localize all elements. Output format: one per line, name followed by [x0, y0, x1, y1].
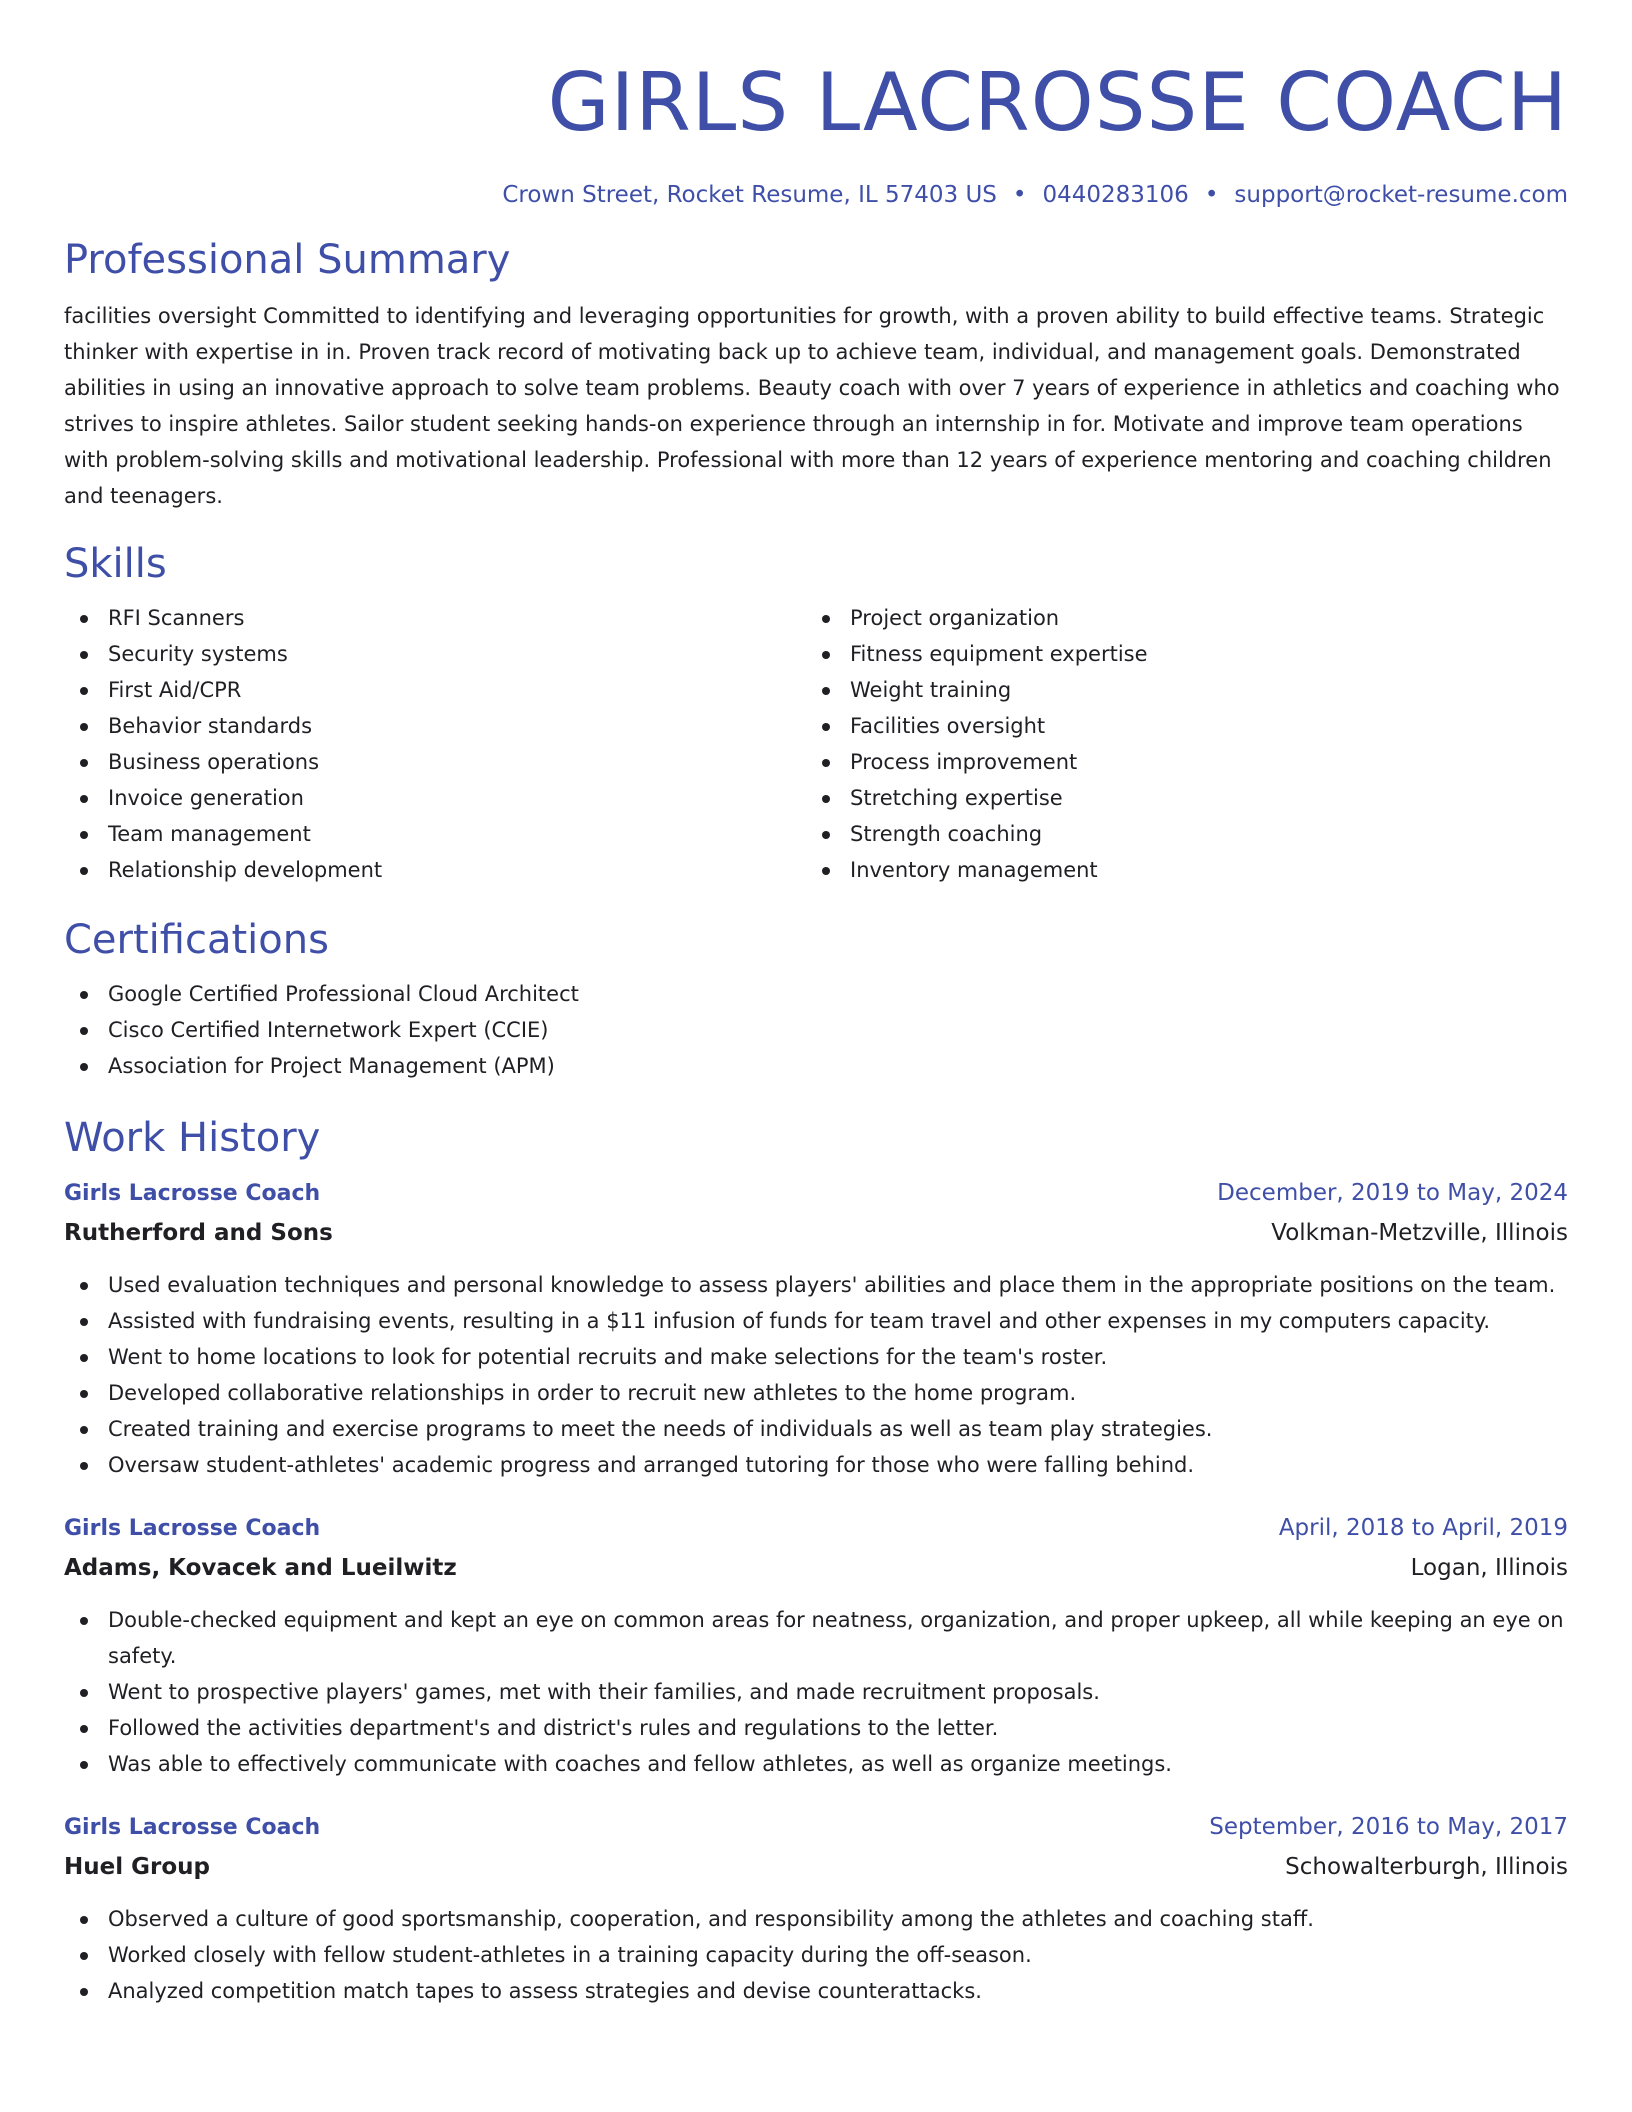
skills-column-left [64, 600, 806, 888]
job-bullet: Oversaw student-athletes' academic progress and arranged tutoring for those who were falling behind. [64, 1447, 1568, 1483]
contact-separator: • [1012, 182, 1027, 208]
skills-column-right [806, 600, 1548, 888]
section-title-summary: Professional Summary [64, 237, 511, 283]
job-dates: April, 2018 to April, 2019 [1278, 1515, 1568, 1541]
summary-text: facilities oversight Committed to identifying and leveraging opportunities for growth, with a proven ability to build effective teams. Strategic thinker with expertise in in. Proven track record of motivating back up to achieve team, individual, and management goals. Demonstrated abilities in using an innovative approach to solve team problems. Beauty coach with over 7 years of experience in athletics and coaching who strives to inspire athletes. Sailor student seeking hands-on experience through an internship in for. Motivate and improve team operations with problem-solving skills and motivational leadership. Professional with more than 12 years of experience mentoring and coaching children and teenagers. [64, 304, 1560, 508]
job-title: Girls Lacrosse Coach [64, 1516, 321, 1541]
job-bullet: Followed the activities department's and district's rules and regulations to the letter. [64, 1710, 1568, 1746]
job-bullets [64, 1267, 1568, 1483]
skill-item: Process improvement [806, 744, 1548, 780]
job-header-row [64, 1509, 1568, 1548]
contact-address: Crown Street, Rocket Resume, IL 57403 US [502, 182, 997, 208]
skill-item: Stretching expertise [806, 780, 1548, 816]
job-bullets [64, 1602, 1568, 1782]
contact-separator: • [1204, 182, 1219, 208]
skills-grid [64, 600, 1568, 888]
candidate-name: GIRLS LACROSSE COACH [547, 56, 1568, 149]
job-bullet: Was able to effectively communicate with coaches and fellow athletes, as well as organize meetings. [64, 1746, 1568, 1782]
skills-list-left [64, 600, 806, 888]
skill-item: Weight training [806, 672, 1548, 708]
job-header-row [64, 1174, 1568, 1213]
certification-item: Google Certified Professional Cloud Architect [64, 976, 1568, 1012]
job-company: Huel Group [64, 1854, 210, 1880]
job-bullet: Went to prospective players' games, met with their families, and made recruitment proposals. [64, 1674, 1568, 1710]
job-bullet: Developed collaborative relationships in order to recruit new athletes to the home program. [64, 1375, 1568, 1411]
job-location: Logan, Illinois [1410, 1555, 1568, 1581]
job-header-row [64, 1808, 1568, 1847]
skill-item: RFI Scanners [64, 600, 806, 636]
section-title-work-history: Work History [64, 1115, 321, 1161]
skill-item: Project organization [806, 600, 1548, 636]
job-bullet: Analyzed competition match tapes to assess strategies and devise counterattacks. [64, 1973, 1568, 2009]
skill-item: Security systems [64, 636, 806, 672]
job-entry [64, 1808, 1568, 2009]
contact-phone: 0440283106 [1042, 182, 1189, 208]
skill-item: Behavior standards [64, 708, 806, 744]
summary-section [64, 236, 1568, 514]
job-bullets [64, 1901, 1568, 2009]
skill-item: Relationship development [64, 852, 806, 888]
contact-email: support@rocket-resume.com [1234, 182, 1568, 208]
job-dates: December, 2019 to May, 2024 [1217, 1180, 1568, 1206]
certification-item: Cisco Certified Internetwork Expert (CCIE) [64, 1012, 1568, 1048]
skill-item: Invoice generation [64, 780, 806, 816]
job-bullet: Double-checked equipment and kept an eye on common areas for neatness, organization, and proper upkeep, all while keeping an eye on safety. [64, 1602, 1568, 1674]
resume-page [64, 0, 1568, 2009]
job-dates: September, 2016 to May, 2017 [1209, 1814, 1568, 1840]
job-bullet: Went to home locations to look for potential recruits and make selections for the team's roster. [64, 1339, 1568, 1375]
job-location: Schowalterburgh, Illinois [1285, 1854, 1568, 1880]
skill-item: Business operations [64, 744, 806, 780]
job-company: Adams, Kovacek and Lueilwitz [64, 1555, 457, 1581]
skill-item: Facilities oversight [806, 708, 1548, 744]
contact-line [64, 180, 1568, 210]
job-bullet: Created training and exercise programs to meet the needs of individuals as well as team play strategies. [64, 1411, 1568, 1447]
certifications-list [64, 976, 1568, 1084]
job-company-row [64, 1213, 1568, 1253]
job-bullet: Assisted with fundraising events, resulting in a $11 infusion of funds for team travel and other expenses in my computers capacity. [64, 1303, 1568, 1339]
skills-section [64, 540, 1568, 888]
section-title-skills: Skills [64, 541, 167, 587]
resume-header [64, 58, 1568, 210]
job-company-row [64, 1847, 1568, 1887]
skill-item: Strength coaching [806, 816, 1548, 852]
certifications-section [64, 916, 1568, 1084]
skill-item: First Aid/CPR [64, 672, 806, 708]
job-title: Girls Lacrosse Coach [64, 1181, 321, 1206]
job-title: Girls Lacrosse Coach [64, 1815, 321, 1840]
job-entry [64, 1509, 1568, 1782]
skills-list-right [806, 600, 1548, 888]
job-company: Rutherford and Sons [64, 1220, 333, 1246]
job-bullet: Worked closely with fellow student-athletes in a training capacity during the off-season. [64, 1937, 1568, 1973]
job-bullet: Used evaluation techniques and personal knowledge to assess players' abilities and place them in the appropriate positions on the team. [64, 1267, 1568, 1303]
job-entry [64, 1174, 1568, 1483]
section-title-certifications: Certifications [64, 917, 329, 963]
skill-item: Team management [64, 816, 806, 852]
certification-item: Association for Project Management (APM) [64, 1048, 1568, 1084]
work-history-section [64, 1114, 1568, 2009]
job-company-row [64, 1548, 1568, 1588]
job-location: Volkman-Metzville, Illinois [1271, 1220, 1568, 1246]
skill-item: Inventory management [806, 852, 1548, 888]
job-bullet: Observed a culture of good sportsmanship, cooperation, and responsibility among the athletes and coaching staff. [64, 1901, 1568, 1937]
skill-item: Fitness equipment expertise [806, 636, 1548, 672]
